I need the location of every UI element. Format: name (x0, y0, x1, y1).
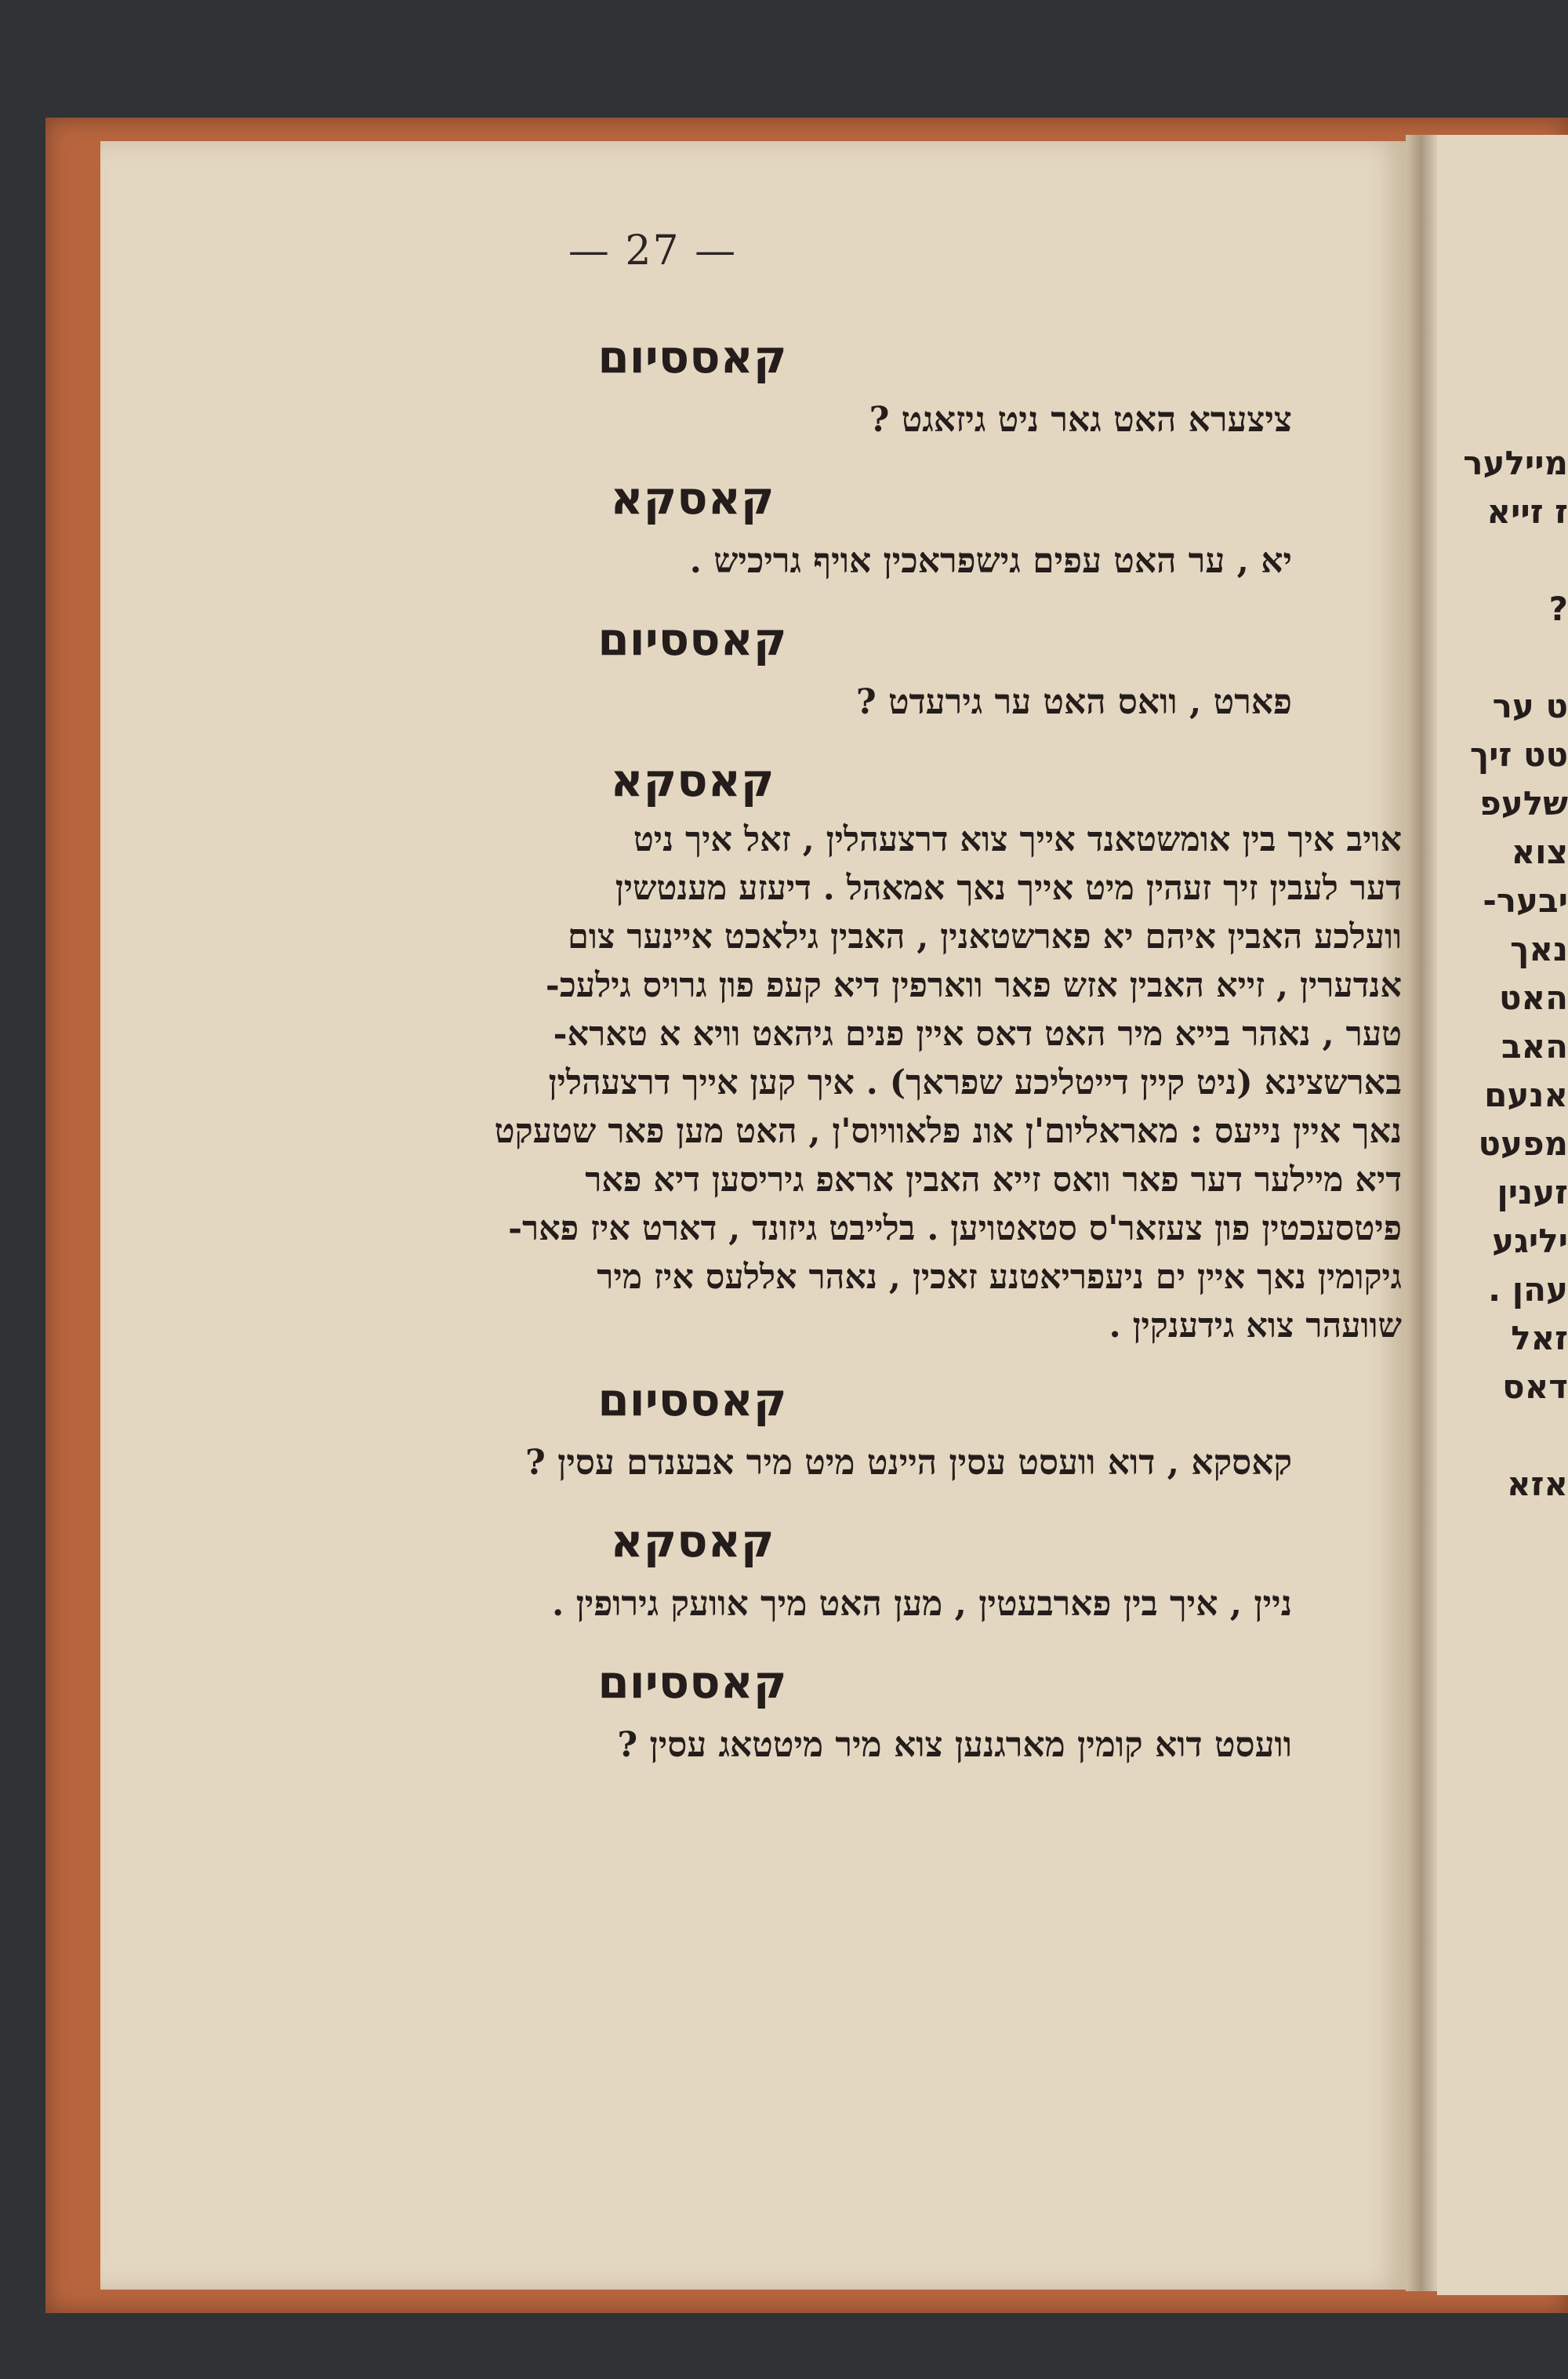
right-page-fragment: ? (1548, 590, 1568, 628)
right-page-fragment: נאך (1510, 930, 1568, 968)
paragraph-line: אנדערין , זייא האבין אזש פאר ווארפין דיא קעפ פון גרויס גילעכ- (545, 966, 1402, 1005)
dialogue-content (179, 321, 1402, 1788)
speaker-name: קאססיום (597, 330, 787, 383)
speaker-name: קאססיום (597, 612, 787, 666)
right-page-fragment: זענין (1497, 1173, 1568, 1211)
right-page-fragment: אנעם (1484, 1076, 1568, 1114)
right-page-fragment: אזא (1507, 1465, 1568, 1503)
speaker-name: קאסקא (610, 1514, 775, 1567)
dialogue-block (179, 604, 1402, 731)
paragraph-line: וועלכע האבין איהם יא פארשטאנין , האבין גילאכט איינער צום (568, 917, 1402, 957)
right-page-fragment: מפעט (1478, 1124, 1568, 1163)
right-page-fragment: דאס (1502, 1367, 1568, 1406)
speaker-name: קאססיום (597, 1373, 787, 1426)
right-page-fragment (1445, 536, 1568, 585)
paragraph-line: דיא מיילער דער פאר וואס זייא האבין אראפ גיריסען דיא פאר (585, 1160, 1402, 1200)
dialogue-block (179, 463, 1402, 590)
right-page-fragment: האב (1501, 1027, 1568, 1066)
right-page-fragment: צוא (1511, 833, 1568, 871)
paragraph-line: דער לעבין זיך זעהין מיט אייך נאך אמאהל . דיעזע מענטשין (615, 869, 1402, 908)
page-number: — 27 — (568, 227, 738, 274)
speaker-name: קאסקא (610, 471, 775, 525)
dialogue-line: ניין , איך בין פארבעטין , מען האט מיך אוועק גירופין . (551, 1584, 1292, 1624)
dialogue-paragraph (179, 815, 1402, 1350)
right-page-fragment (1445, 634, 1568, 682)
right-page-text (1445, 439, 1568, 1509)
paragraph-line: בארשצינא (ניט קיין דייטליכע שפראך) . איך קען אייך דרצעהלין (548, 1063, 1402, 1102)
dialogue-block (179, 1505, 1402, 1633)
right-page-fragment: עהן . (1488, 1270, 1568, 1309)
right-page-fragment: ט ער (1492, 687, 1568, 725)
paragraph-line: נאך איין נייעס : מאראליום'ן אונ פלאוויוס'ן , האט מען פאר שטעקט (494, 1112, 1402, 1151)
paragraph-line: טער , נאהר בייא מיר האט דאס איין פנים גיהאט וויא א טארא- (553, 1015, 1402, 1054)
speaker-name: קאסקא (610, 754, 775, 807)
right-page-fragment: שלעפ (1479, 784, 1568, 823)
dialogue-block (179, 1364, 1402, 1491)
dialogue-block (179, 745, 1402, 1350)
dialogue-line: פארט , וואס האט ער גירעדט ? (855, 682, 1292, 722)
right-page-fragment: מיילער (1463, 444, 1568, 482)
right-page-fragment: ז זייא (1486, 492, 1568, 531)
paragraph-line: שוועהר צוא גידענקין . (1109, 1306, 1402, 1346)
paragraph-line: גיקומין נאך איין ים ניעפריאטנע זאכין , נאהר אללעס איז מיר (597, 1258, 1402, 1297)
dialogue-block (179, 321, 1402, 449)
book-gutter (1406, 135, 1437, 2291)
right-page-fragment: האט (1499, 979, 1568, 1017)
right-page-fragment: זאל (1511, 1319, 1568, 1357)
dialogue-line: קאסקא , דוא וועסט עסין היינט מיט מיר אבענדם עסין ? (525, 1443, 1292, 1483)
speaker-name: קאססיום (597, 1655, 787, 1709)
right-page-fragment: יבער- (1483, 881, 1568, 920)
dialogue-line: ציצערא האט גאר ניט גיזאגט ? (869, 400, 1292, 440)
dialogue-line: וועסט דוא קומין מארגנען צוא מיר מיטטאג עסין ? (617, 1725, 1292, 1765)
right-page-fragment (1445, 1411, 1568, 1460)
dialogue-block (179, 1647, 1402, 1774)
paragraph-line: פיטסעכטין פון צעזאר'ס סטאטויען . בלייבט גיזונד , דארט איז פאר- (508, 1209, 1402, 1248)
dialogue-line: יא , ער האט עפים גישפראכין אויף גריכיש . (689, 541, 1292, 581)
right-page-fragment: טט זיך (1469, 735, 1568, 774)
paragraph-line: אויב איך בין אומשטאנד אייך צוא דרצעהלין , זאל איך ניט (633, 820, 1402, 859)
right-page-fragment: יליגע (1492, 1222, 1568, 1260)
